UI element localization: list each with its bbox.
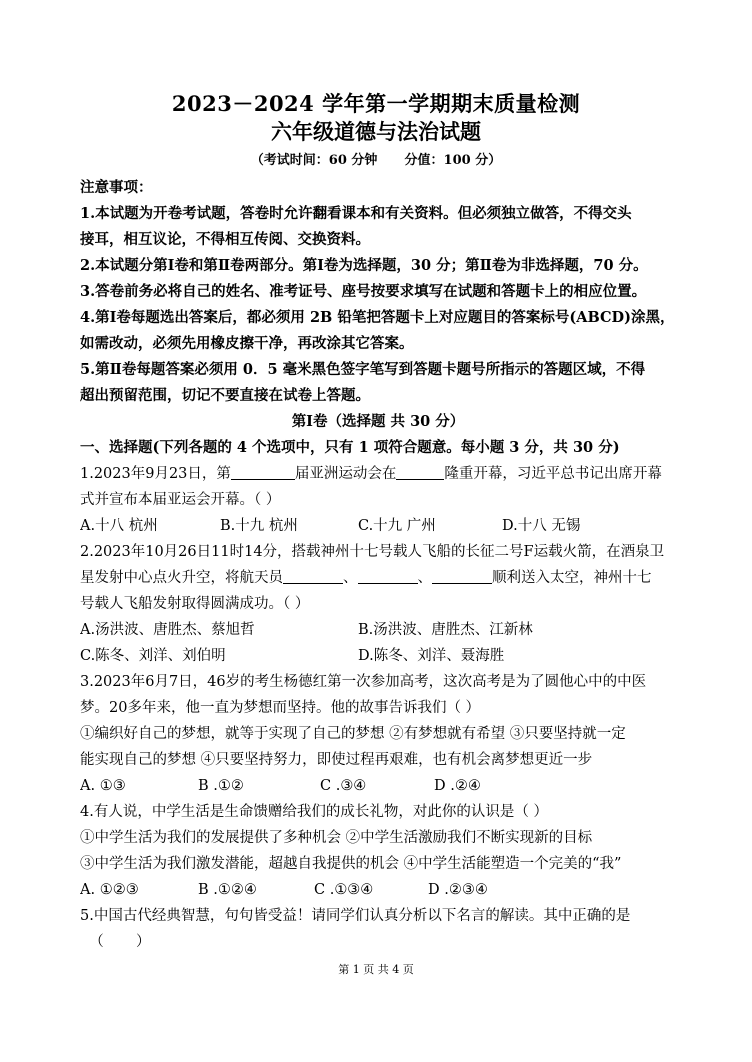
- section-heading: 第Ⅰ卷（选择题 共 30 分）: [291, 413, 465, 430]
- note-4-cont: 如需改动，必须先用橡皮擦干净，再改涂其它答案。: [80, 335, 414, 352]
- notes-heading: 注意事项：: [80, 179, 153, 196]
- note-5-cont: 超出预留范围，切记不要直接在试卷上答题。: [80, 387, 370, 404]
- option-d: D .②③④: [428, 882, 488, 898]
- exam-content: [80, 175, 676, 955]
- option-a: A.汤洪波、唐胜杰、蔡旭哲: [80, 622, 255, 638]
- question-2-cont2: 号载人飞船发射取得圆满成功。（ ）: [80, 596, 310, 612]
- question-2-options-cd: [80, 643, 676, 669]
- exam-title: 2023－2024 学年第一学期期末质量检测: [171, 91, 581, 116]
- note-5: 5.第Ⅱ卷每题答案必须用 0．5 毫米黑色签字笔写到答题卡题号所指示的答题区域，不得: [80, 361, 646, 378]
- answer-blank: [231, 465, 295, 480]
- option-c: C .①③④: [314, 882, 374, 898]
- option-a: A. ①③: [80, 778, 126, 794]
- question-2-cont: 星发射中心点火升空，将航天员 、 、 顺利送入太空，神州十七: [80, 570, 652, 586]
- question-4-options: [80, 877, 676, 903]
- page-number: 第 1 页 共 4 页: [338, 963, 414, 976]
- note-4: 4.第Ⅰ卷每题选出答案后，都必须用 2B 铅笔把答题卡上对应题目的答案标号(ABCD)涂黑，: [80, 309, 675, 326]
- option-b: B.汤洪波、唐胜杰、江新林: [358, 622, 533, 638]
- option-c: C.十九 广州: [358, 518, 436, 534]
- question-1: 1.2023年9月23日，第 届亚洲运动会在 隆重开幕，习近平总书记出席开幕: [80, 466, 662, 482]
- question-3-statements: ①编织好自己的梦想，就等于实现了自己的梦想 ②有梦想就有希望 ③只要坚持就一定: [80, 726, 626, 742]
- question-3: 3.2023年6月7日，46岁的考生杨德红第一次参加高考，这次高考是为了圆他心中的中医: [80, 674, 647, 690]
- exam-subject-title: 六年级道德与法治试题: [271, 119, 481, 144]
- note-1-cont: 接耳，相互议论，不得相互传阅、交换资料。: [80, 231, 370, 248]
- question-3-cont: 梦。20多年来，他一直为梦想而坚持。他的故事告诉我们（ ）: [80, 700, 481, 716]
- option-a: A. ①②③: [80, 882, 139, 898]
- question-2: 2.2023年10月26日11时14分，搭载神州十七号载人飞船的长征二号F运载火箭，在酒泉卫: [80, 544, 665, 560]
- question-4: 4.有人说，中学生活是生命馈赠给我们的成长礼物，对此你的认识是（ ）: [80, 804, 548, 820]
- option-c: C.陈冬、刘洋、刘伯明: [80, 648, 226, 664]
- question-4-statements: ①中学生活为我们的发展提供了多种机会 ②中学生活激励我们不断实现新的目标: [80, 830, 593, 846]
- option-b: B.十九 杭州: [220, 518, 298, 534]
- question-5: 5.中国古代经典智慧，句句皆受益！请同学们认真分析以下名言的解读。其中正确的是: [80, 908, 631, 924]
- question-4-statements-cont: ③中学生活为我们激发潜能，超越自我提供的机会 ④中学生活能塑造一个完美的“我”: [80, 856, 622, 872]
- option-a: A.十八 杭州: [80, 518, 158, 534]
- question-1-cont: 式并宣布本届亚运会开幕。（ ）: [80, 492, 281, 508]
- question-3-statements-cont: 能实现自己的梦想 ④只要坚持努力，即使过程再艰难，也有机会离梦想更近一步: [80, 752, 593, 768]
- note-2: 2.本试题分第Ⅰ卷和第Ⅱ卷两部分。第Ⅰ卷为选择题，30 分；第Ⅱ卷为非选择题，70 分。: [80, 257, 648, 274]
- answer-blank: [432, 569, 492, 584]
- answer-blank: [283, 569, 343, 584]
- option-d: D .②④: [434, 778, 481, 794]
- option-c: C .③④: [320, 778, 367, 794]
- question-3-options: [80, 773, 676, 799]
- part-heading: 一、选择题(下列各题的 4 个选项中，只有 1 项符合题意。每小题 3 分，共 30 分): [80, 439, 620, 456]
- option-d: D.陈冬、刘洋、聂海胜: [358, 648, 505, 664]
- option-b: B .①②: [198, 778, 244, 794]
- option-b: B .①②④: [198, 882, 257, 898]
- question-5-cont: （ ）: [80, 934, 151, 950]
- question-2-options-ab: [80, 617, 676, 643]
- answer-blank: [396, 465, 444, 480]
- exam-time-score: （考试时间：60 分钟 分值：100 分）: [250, 153, 502, 168]
- note-3: 3.答卷前务必将自己的姓名、准考证号、座号按要求填写在试题和答题卡上的相应位置。: [80, 283, 647, 300]
- answer-blank: [358, 569, 418, 584]
- note-1: 1.本试题为开卷考试题，答卷时允许翻看课本和有关资料。但必须独立做答，不得交头: [80, 205, 632, 222]
- question-1-options: [80, 513, 676, 539]
- option-d: D.十八 无锡: [502, 518, 581, 534]
